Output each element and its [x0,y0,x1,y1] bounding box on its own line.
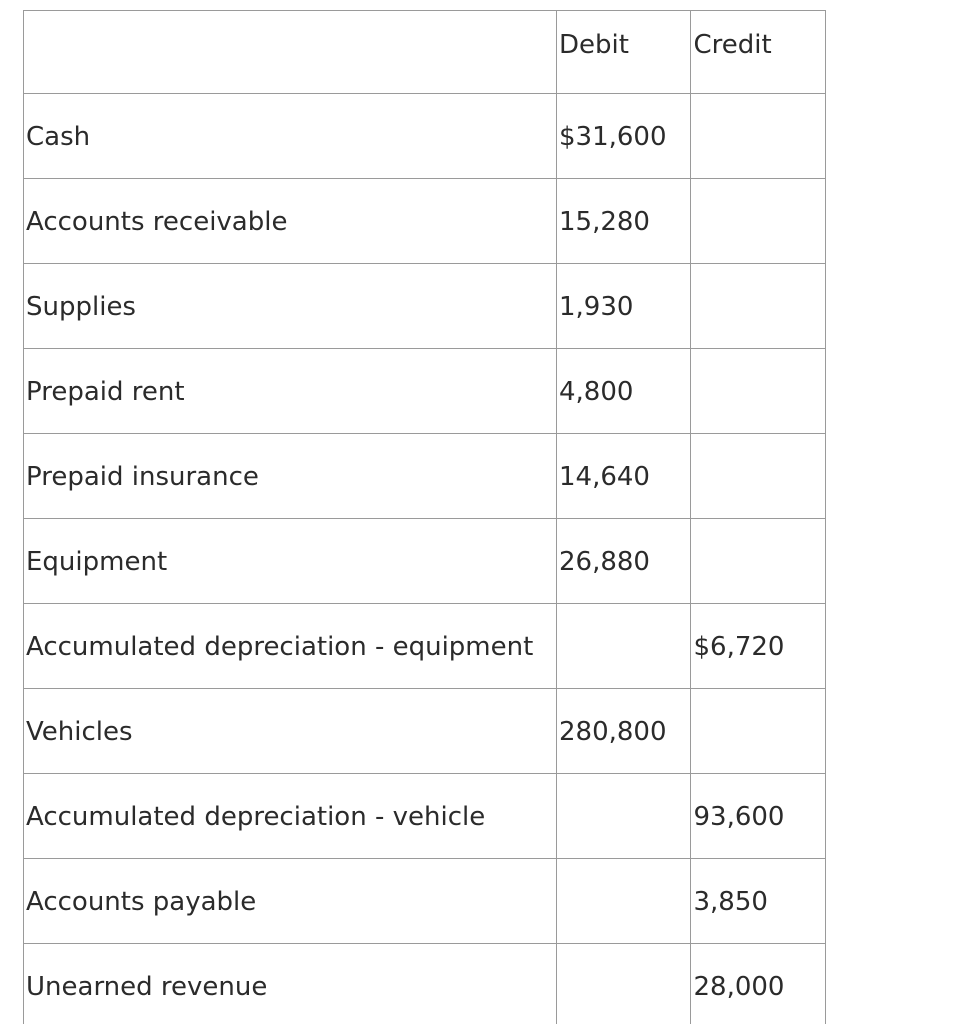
trial-balance-table [23,10,826,1024]
debit-amount: $31,600 [556,94,691,179]
table-row [24,774,826,859]
credit-amount: 3,850 [691,859,826,944]
table-row [24,94,826,179]
header-credit-cell [691,11,826,94]
table-row [24,519,826,604]
header-account-cell [24,11,557,94]
debit-amount: 280,800 [556,689,691,774]
debit-amount [556,944,691,1024]
account-name: Equipment [24,519,557,604]
account-name: Prepaid insurance [24,434,557,519]
credit-amount [691,519,826,604]
account-name: Accounts receivable [24,179,557,264]
table-row [24,859,826,944]
debit-amount: 4,800 [556,349,691,434]
debit-amount [556,859,691,944]
account-name: Cash [24,94,557,179]
table-header-row [24,11,826,94]
credit-amount [691,179,826,264]
header-debit-cell [556,11,691,94]
debit-header: Debit [558,30,629,60]
credit-amount [691,689,826,774]
debit-amount: 26,880 [556,519,691,604]
table-row [24,944,826,1024]
credit-amount: $6,720 [691,604,826,689]
table-row [24,689,826,774]
table-row [24,349,826,434]
debit-amount [556,774,691,859]
credit-amount [691,264,826,349]
credit-amount [691,349,826,434]
debit-amount: 1,930 [556,264,691,349]
account-name: Supplies [24,264,557,349]
credit-amount [691,434,826,519]
account-name: Vehicles [24,689,557,774]
table-row [24,604,826,689]
credit-amount: 93,600 [691,774,826,859]
credit-amount: 28,000 [691,944,826,1024]
account-name: Accounts payable [24,859,557,944]
debit-amount: 14,640 [556,434,691,519]
account-name: Prepaid rent [24,349,557,434]
account-name: Unearned revenue [24,944,557,1024]
table-row [24,264,826,349]
table-row [24,434,826,519]
account-name: Accumulated depreciation - vehicle [24,774,557,859]
account-name: Accumulated depreciation - equipment [24,604,557,689]
debit-amount [556,604,691,689]
credit-header: Credit [693,30,772,60]
credit-amount [691,94,826,179]
table-row [24,179,826,264]
debit-amount: 15,280 [556,179,691,264]
